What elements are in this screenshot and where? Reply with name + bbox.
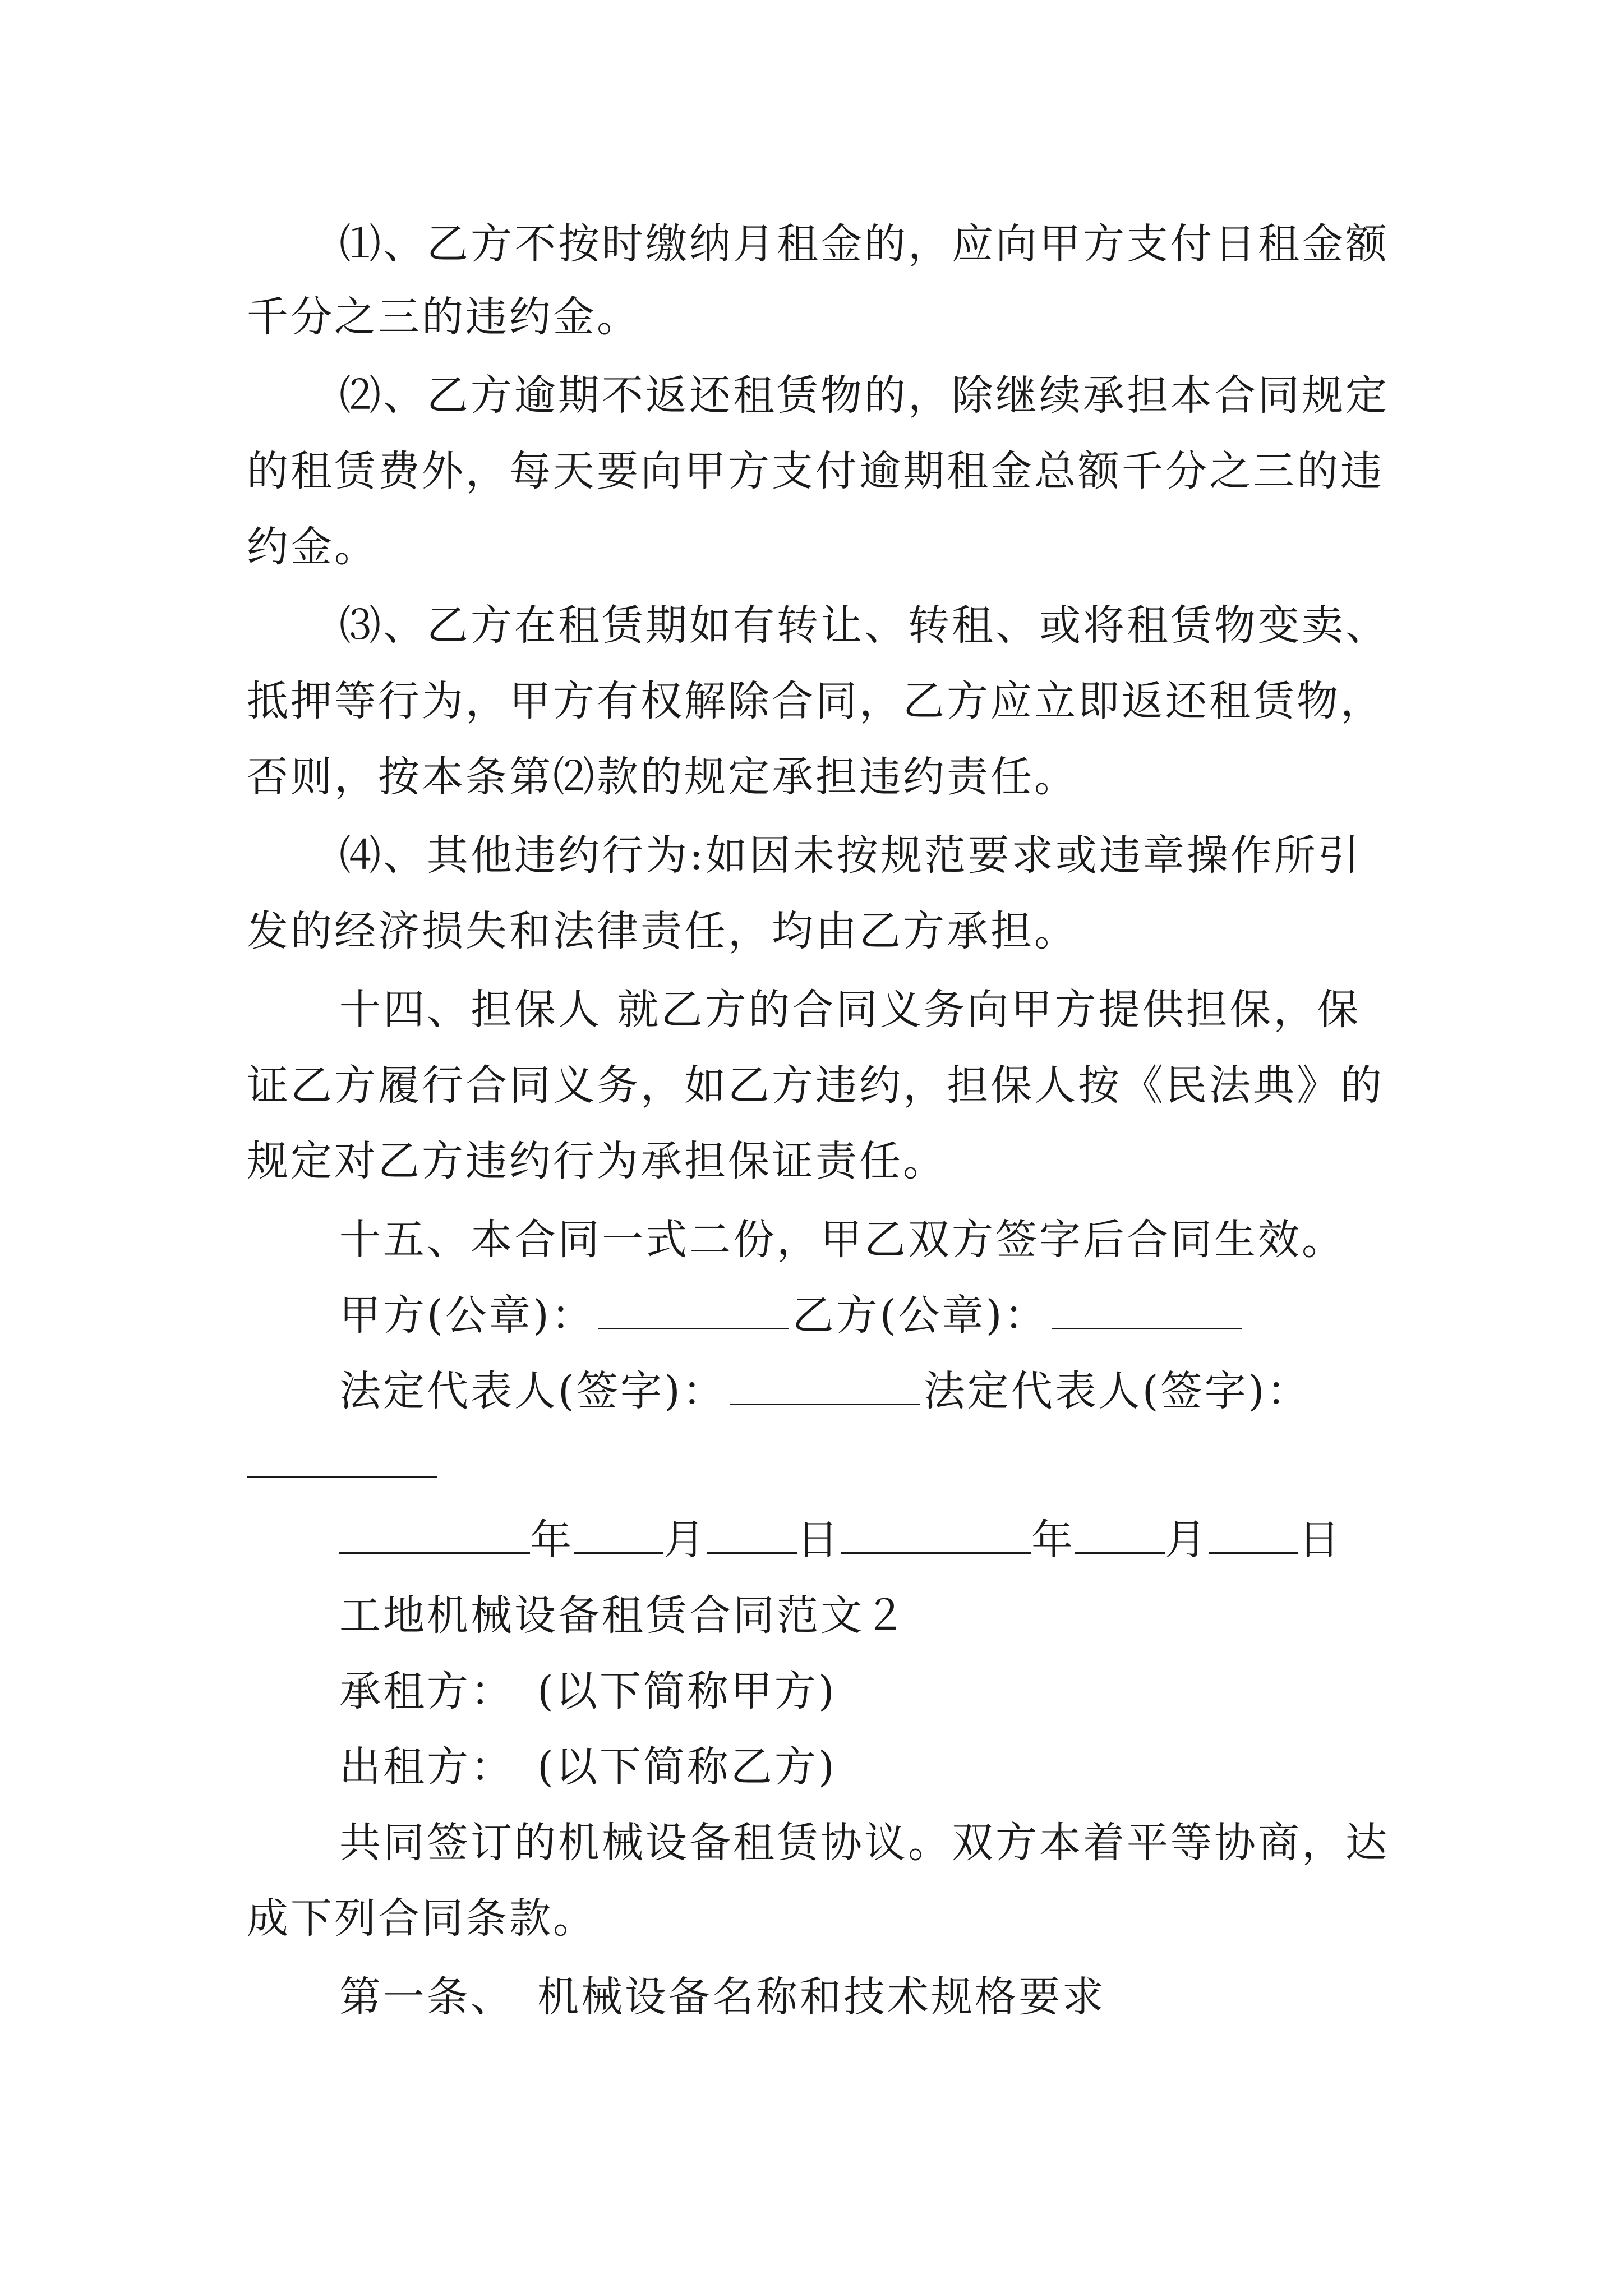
penalty-2-line-2: 的租赁费外，每天要向甲方支付逾期租金总额千分之三的违 [247, 447, 1384, 495]
clause-14-line-1: 十四、担保人 就乙方的合同义务向甲方提供担保，保 [339, 986, 1361, 1034]
lessee-line: 承租方： (以下简称甲方) [339, 1667, 837, 1715]
date-a-year-blank [339, 1517, 530, 1554]
seal-party-b-blank [1052, 1293, 1242, 1329]
date-b-month: 月 [1165, 1516, 1209, 1564]
date-a-month-blank [574, 1517, 663, 1554]
date-b-day: 日 [1298, 1516, 1342, 1564]
penalty-4-line-1: ⑷、其他违约行为:如因未按规范要求或违章操作所引 [339, 831, 1362, 880]
date-a-day-blank [707, 1517, 797, 1554]
date-b-year-blank [841, 1517, 1031, 1554]
seal-party-b-label: 乙方(公章)： [792, 1291, 1048, 1340]
date-a-day: 日 [797, 1516, 841, 1564]
penalty-1-line-2: 千分之三的违约金。 [247, 293, 640, 341]
intro-line-2: 成下列合同条款。 [247, 1894, 597, 1943]
penalty-2-line-1: ⑵、乙方逾期不返还租赁物的，除继续承担本合同规定 [339, 371, 1389, 420]
clause-14-line-3: 规定对乙方违约行为承担保证责任。 [247, 1137, 947, 1185]
seal-line [339, 1287, 1246, 1343]
clause-15: 十五、本合同一式二份，甲乙双方签字后合同生效。 [339, 1216, 1345, 1264]
representative-line [339, 1363, 1311, 1419]
rep-party-b-blank-line [247, 1436, 437, 1492]
date-a-month: 月 [663, 1516, 707, 1564]
seal-party-a-label: 甲方(公章)： [339, 1291, 595, 1340]
rep-party-a-label: 法定代表人(签字)： [339, 1367, 726, 1415]
date-b-month-blank [1075, 1517, 1165, 1554]
intro-line-1: 共同签订的机械设备租赁协议。双方本着平等协商，达 [339, 1819, 1389, 1867]
date-line [339, 1512, 1342, 1568]
seal-party-a-blank [598, 1293, 789, 1329]
penalty-3-line-3: 否则，按本条第⑵款的规定承担违约责任。 [247, 753, 1078, 801]
penalty-4-line-2: 发的经济损失和法律责任，均由乙方承担。 [247, 907, 1078, 955]
penalty-1-line-1: ⑴、乙方不按时缴纳月租金的，应向甲方支付日租金额 [339, 220, 1389, 268]
clause-14-line-2: 证乙方履行合同义务，如乙方违约，担保人按《民法典》的 [247, 1061, 1384, 1110]
date-b-day-blank [1209, 1517, 1298, 1554]
rep-party-a-blank [730, 1369, 920, 1405]
date-a-year: 年 [530, 1516, 574, 1564]
penalty-2-line-3: 约金。 [247, 523, 378, 571]
contract-2-title: 工地机械设备租赁合同范文２ [339, 1591, 908, 1640]
rep-party-b-label: 法定代表人(签字)： [923, 1367, 1311, 1415]
lessor-line: 出租方： (以下简称乙方) [339, 1743, 837, 1791]
rep-party-b-blank [247, 1442, 437, 1478]
penalty-3-line-2: 抵押等行为，甲方有权解除合同，乙方应立即返还租赁物， [247, 677, 1384, 725]
date-b-year: 年 [1031, 1516, 1075, 1564]
penalty-3-line-1: ⑶、乙方在租赁期如有转让、转租、或将租赁物变卖、 [339, 601, 1389, 650]
article-1-heading: 第一条、 机械设备名称和技术规格要求 [339, 1973, 1106, 2021]
